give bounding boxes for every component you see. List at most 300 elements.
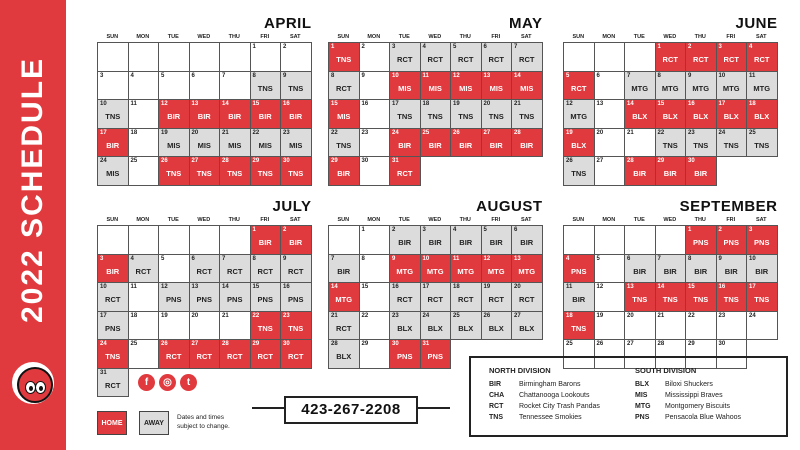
day-number: 8: [252, 72, 256, 79]
day-number: 28: [222, 158, 229, 164]
day-cell: [220, 129, 251, 158]
day-cell: [747, 72, 778, 101]
day-number: 25: [130, 341, 138, 347]
day-number: 2: [688, 44, 692, 50]
day-number: 3: [749, 227, 753, 233]
day-cell: [220, 100, 251, 129]
day-cell: [512, 100, 543, 129]
day-number: 10: [100, 101, 107, 107]
day-cell: [686, 157, 717, 186]
opponent-label: RCT: [458, 295, 474, 304]
day-number: 28: [514, 129, 521, 136]
opponent-label: TNS: [488, 112, 504, 121]
instagram-icon[interactable]: ◎: [159, 374, 176, 391]
day-number: 26: [596, 341, 604, 347]
month-may: [328, 15, 543, 186]
facebook-icon[interactable]: f: [138, 374, 155, 391]
day-number: 8: [688, 255, 692, 262]
day-number: 6: [596, 72, 600, 79]
weekday-label: SAT: [520, 217, 532, 223]
day-number: 2: [283, 227, 287, 233]
day-number: 23: [392, 312, 399, 319]
opponent-label: TNS: [105, 352, 121, 361]
day-number: 19: [453, 101, 460, 107]
day-number: 27: [596, 158, 604, 164]
team-name: Tennessee Smokies: [519, 414, 582, 421]
opponent-label: BLX: [632, 112, 648, 121]
month-title: MAY: [509, 15, 543, 32]
day-cell: [421, 340, 452, 369]
day-cell: [747, 129, 778, 158]
day-cell: [360, 283, 391, 312]
opponent-label: RCT: [397, 295, 413, 304]
month-title: AUGUST: [476, 198, 543, 215]
day-number: 13: [514, 255, 521, 262]
opponent-label: MIS: [197, 140, 211, 150]
opponent-label: TNS: [196, 169, 212, 178]
day-number: 20: [483, 101, 491, 107]
opponent-label: TNS: [288, 83, 304, 93]
opponent-label: RCT: [397, 55, 413, 64]
day-number: 14: [657, 284, 665, 290]
day-number: 21: [222, 129, 229, 136]
opponent-label: TNS: [662, 295, 678, 304]
day-number: 20: [191, 129, 199, 136]
day-cell: [482, 283, 513, 312]
opponent-label: RCT: [693, 55, 709, 64]
opponent-label: PNS: [693, 238, 709, 247]
opponent-label: BIR: [663, 169, 677, 178]
day-cell: [564, 129, 595, 158]
twitter-icon[interactable]: t: [180, 374, 197, 391]
division-legend: [469, 356, 788, 437]
day-cell: [482, 312, 513, 341]
day-number: 18: [566, 312, 573, 319]
day-number: 27: [514, 312, 521, 319]
day-number: 30: [688, 158, 695, 164]
day-number: 23: [361, 129, 369, 136]
day-number: 24: [100, 158, 107, 164]
day-cell: [98, 72, 129, 101]
day-cell: [625, 255, 656, 284]
opponent-label: PNS: [754, 238, 770, 247]
day-cell: [329, 72, 360, 101]
day-number: 26: [453, 129, 460, 136]
day-cell: [686, 312, 717, 341]
weekday-label: THU: [228, 34, 240, 40]
south-division: SOUTH DIVISION BLX Biloxi Shuckers MIS Mississippi Braves MTG Montgomery Biscuits PNS Pensacola Blue Wahoos: [635, 366, 741, 425]
day-cell: [717, 312, 748, 341]
day-cell: [159, 283, 190, 312]
day-number: 17: [422, 284, 430, 290]
opponent-label: RCT: [427, 295, 443, 304]
weekday-label: MON: [367, 34, 381, 40]
day-cell: [564, 255, 595, 284]
legend-away: AWAY: [139, 411, 169, 435]
opponent-label: RCT: [488, 55, 504, 64]
opponent-label: MIS: [398, 83, 412, 93]
day-number: 17: [392, 101, 399, 107]
empty-cell: [159, 226, 190, 255]
opponent-label: BIR: [197, 112, 211, 121]
day-number: 21: [627, 129, 634, 136]
day-number: 17: [749, 284, 756, 290]
day-cell: [129, 72, 160, 101]
day-number: 19: [161, 129, 168, 136]
opponent-label: BLX: [662, 112, 678, 121]
day-number: 24: [422, 312, 430, 319]
empty-cell: [564, 43, 595, 72]
day-number: 5: [161, 255, 165, 262]
opponent-label: TNS: [257, 83, 273, 93]
day-number: 27: [191, 158, 199, 164]
social-links: [138, 374, 197, 391]
day-number: 26: [566, 158, 573, 164]
day-cell: [482, 255, 513, 284]
opponent-label: BIR: [289, 238, 303, 247]
opponent-label: BLX: [427, 323, 443, 333]
day-cell: [251, 312, 282, 341]
opponent-label: BIR: [724, 266, 738, 276]
day-number: 14: [222, 101, 229, 107]
empty-cell: [220, 43, 251, 72]
day-number: 11: [130, 101, 137, 107]
day-number: 29: [331, 158, 338, 164]
opponent-label: BLX: [693, 112, 709, 121]
day-cell: [360, 129, 391, 158]
opponent-label: RCT: [166, 352, 182, 361]
day-number: 7: [222, 255, 226, 262]
opponent-label: TNS: [723, 295, 739, 304]
opponent-label: BIR: [398, 238, 412, 247]
day-number: 22: [252, 129, 260, 136]
day-number: 1: [331, 44, 335, 50]
day-number: 14: [222, 284, 229, 290]
day-cell: [421, 100, 452, 129]
day-number: 9: [718, 255, 722, 262]
day-number: 3: [392, 44, 396, 50]
weekday-label: SAT: [755, 34, 767, 40]
day-number: 13: [191, 101, 199, 107]
day-number: 27: [483, 129, 491, 136]
day-number: 23: [718, 312, 726, 319]
day-cell: [281, 226, 312, 255]
weekday-label: WED: [197, 34, 211, 40]
opponent-label: BLX: [397, 323, 413, 333]
day-cell: [656, 129, 687, 158]
day-number: 17: [718, 101, 726, 107]
month-title: APRIL: [264, 15, 312, 32]
day-number: 13: [596, 101, 604, 107]
day-cell: [220, 283, 251, 312]
day-number: 3: [718, 44, 722, 50]
day-number: 15: [252, 284, 260, 290]
day-cell: [220, 255, 251, 284]
weekday-label: MON: [602, 34, 616, 40]
day-cell: [159, 157, 190, 186]
opponent-label: MIS: [520, 83, 534, 93]
division-team: [489, 381, 600, 392]
day-cell: [421, 283, 452, 312]
opponent-label: PNS: [257, 295, 273, 304]
day-number: 16: [718, 284, 726, 290]
month-september: [563, 198, 778, 369]
weekday-label: SUN: [572, 217, 585, 223]
day-cell: [129, 255, 160, 284]
day-cell: [595, 72, 626, 101]
day-number: 28: [657, 341, 665, 347]
day-cell: [595, 100, 626, 129]
day-cell: [717, 129, 748, 158]
opponent-label: PNS: [723, 238, 739, 247]
day-number: 7: [331, 255, 335, 262]
day-cell: [656, 312, 687, 341]
day-number: 4: [566, 255, 570, 262]
empty-cell: [98, 226, 129, 255]
opponent-label: BIR: [572, 295, 586, 304]
opponent-label: TNS: [693, 295, 709, 304]
day-cell: [281, 283, 312, 312]
weekday-label: FRI: [260, 34, 270, 40]
opponent-label: BLX: [458, 323, 474, 333]
day-cell: [390, 340, 421, 369]
day-number: 21: [657, 312, 665, 319]
weekday-label: SUN: [572, 34, 585, 40]
phone-number[interactable]: 423-267-2208: [284, 396, 418, 424]
day-number: 21: [222, 312, 229, 319]
weekday-label: TUE: [633, 34, 645, 40]
day-number: 4: [130, 72, 134, 79]
day-number: 20: [191, 312, 199, 319]
day-cell: [251, 72, 282, 101]
division-team: [489, 403, 600, 414]
day-number: 6: [191, 72, 195, 79]
day-cell: [717, 100, 748, 129]
day-cell: [129, 100, 160, 129]
day-number: 29: [657, 158, 665, 164]
day-cell: [482, 43, 513, 72]
day-cell: [129, 312, 160, 341]
day-cell: [159, 100, 190, 129]
weekday-label: FRI: [491, 34, 501, 40]
day-cell: [190, 157, 221, 186]
opponent-label: BLX: [519, 323, 535, 333]
day-number: 9: [283, 72, 287, 79]
weekday-label: WED: [428, 34, 442, 40]
day-cell: [360, 255, 391, 284]
day-number: 13: [627, 284, 634, 290]
day-number: 11: [130, 284, 137, 290]
opponent-label: TNS: [336, 55, 352, 64]
day-number: 15: [688, 284, 695, 290]
day-cell: [686, 100, 717, 129]
legend-home: HOME: [97, 411, 127, 435]
day-number: 3: [100, 72, 104, 79]
day-cell: [281, 129, 312, 158]
day-cell: [251, 100, 282, 129]
day-cell: [329, 255, 360, 284]
weekday-label: MON: [367, 217, 381, 223]
day-number: 11: [566, 284, 573, 290]
day-number: 6: [191, 255, 195, 262]
day-cell: [482, 72, 513, 101]
day-number: 29: [361, 341, 369, 347]
empty-cell: [625, 226, 656, 255]
day-number: 1: [252, 227, 256, 233]
empty-cell: [190, 226, 221, 255]
team-abbrev: CHA: [489, 392, 505, 399]
day-number: 16: [361, 101, 369, 107]
opponent-label: BIR: [459, 238, 473, 247]
opponent-label: TNS: [754, 140, 770, 150]
opponent-label: TNS: [632, 295, 648, 304]
day-cell: [451, 100, 482, 129]
day-cell: [747, 226, 778, 255]
day-number: 3: [100, 255, 104, 262]
day-cell: [717, 226, 748, 255]
weekday-label: TUE: [167, 34, 179, 40]
day-number: 16: [688, 101, 695, 107]
day-cell: [564, 283, 595, 312]
day-number: 2: [361, 44, 365, 50]
day-cell: [220, 157, 251, 186]
weekday-label: WED: [197, 217, 211, 223]
day-cell: [747, 312, 778, 341]
day-cell: [451, 312, 482, 341]
day-cell: [281, 72, 312, 101]
day-cell: [595, 283, 626, 312]
day-number: 24: [100, 341, 107, 347]
month-title: SEPTEMBER: [679, 198, 778, 215]
day-number: 17: [100, 312, 107, 319]
day-number: 1: [361, 227, 365, 233]
empty-cell: [329, 226, 360, 255]
weekday-label: TUE: [398, 34, 410, 40]
opponent-label: RCT: [458, 55, 474, 64]
day-number: 19: [596, 312, 604, 319]
day-cell: [421, 43, 452, 72]
day-number: 7: [514, 44, 518, 50]
day-cell: [390, 129, 421, 158]
opponent-label: MTG: [570, 112, 588, 121]
division-team: [635, 403, 741, 414]
day-cell: [686, 283, 717, 312]
weekday-label: THU: [694, 217, 706, 223]
day-number: 4: [422, 44, 426, 50]
opponent-label: RCT: [723, 55, 739, 64]
opponent-label: PNS: [397, 352, 413, 361]
day-number: 1: [657, 44, 661, 50]
day-cell: [656, 43, 687, 72]
weekday-label: WED: [663, 34, 677, 40]
opponent-label: PNS: [105, 323, 121, 333]
day-cell: [159, 255, 190, 284]
day-cell: [512, 72, 543, 101]
opponent-label: TNS: [227, 169, 243, 178]
opponent-label: MTG: [631, 83, 649, 93]
empty-cell: [159, 43, 190, 72]
weekday-label: FRI: [726, 217, 736, 223]
day-number: 25: [566, 341, 573, 347]
weekday-label: SUN: [106, 217, 119, 223]
day-number: 30: [283, 158, 290, 164]
weekday-label: FRI: [726, 34, 736, 40]
opponent-label: MIS: [289, 140, 303, 150]
day-number: 30: [283, 341, 290, 347]
opponent-label: TNS: [519, 112, 535, 121]
opponent-label: BIR: [520, 140, 534, 150]
opponent-label: TNS: [288, 323, 304, 333]
day-number: 20: [627, 312, 634, 319]
opponent-label: RCT: [519, 295, 535, 304]
day-number: 7: [222, 72, 226, 79]
day-cell: [98, 157, 129, 186]
team-abbrev: BIR: [489, 381, 502, 388]
opponent-label: BIR: [489, 238, 503, 247]
division-team: [489, 392, 600, 403]
team-abbrev: BLX: [635, 381, 649, 388]
opponent-label: TNS: [693, 140, 709, 150]
empty-cell: [220, 226, 251, 255]
weekday-label: FRI: [491, 217, 501, 223]
day-number: 6: [483, 44, 487, 50]
day-cell: [747, 283, 778, 312]
team-name: Rocket City Trash Pandas: [519, 403, 600, 410]
division-team: [635, 392, 741, 403]
schedule-title: 2022 SCHEDULE: [16, 56, 49, 324]
day-cell: [360, 226, 391, 255]
day-cell: [98, 255, 129, 284]
day-cell: [220, 340, 251, 369]
day-number: 22: [331, 129, 338, 136]
opponent-label: RCT: [754, 55, 770, 64]
day-number: 18: [749, 101, 756, 107]
day-number: 7: [657, 255, 661, 262]
day-number: 31: [100, 369, 107, 376]
month-april: [97, 15, 312, 186]
day-number: 26: [161, 341, 168, 347]
day-number: 19: [566, 129, 573, 136]
day-cell: [686, 43, 717, 72]
day-cell: [686, 255, 717, 284]
day-cell: [625, 100, 656, 129]
opponent-label: TNS: [427, 112, 443, 121]
day-cell: [329, 283, 360, 312]
weekday-label: TUE: [633, 217, 645, 223]
team-name: Biloxi Shuckers: [665, 381, 713, 388]
day-number: 25: [422, 129, 430, 136]
day-number: 14: [514, 72, 521, 79]
day-number: 17: [100, 129, 107, 136]
opponent-label: TNS: [336, 140, 352, 150]
opponent-label: MIS: [167, 140, 181, 150]
day-cell: [281, 312, 312, 341]
opponent-label: BIR: [694, 266, 708, 276]
day-number: 15: [331, 101, 338, 107]
opponent-label: BIR: [337, 266, 351, 276]
day-number: 29: [688, 341, 695, 347]
day-number: 16: [392, 284, 399, 290]
day-cell: [625, 283, 656, 312]
day-cell: [421, 255, 452, 284]
day-number: 23: [688, 129, 695, 136]
day-cell: [329, 100, 360, 129]
empty-cell: [625, 43, 656, 72]
opponent-label: MIS: [489, 83, 503, 93]
day-number: 27: [627, 341, 634, 347]
day-number: 2: [392, 227, 396, 233]
day-number: 16: [283, 284, 290, 290]
